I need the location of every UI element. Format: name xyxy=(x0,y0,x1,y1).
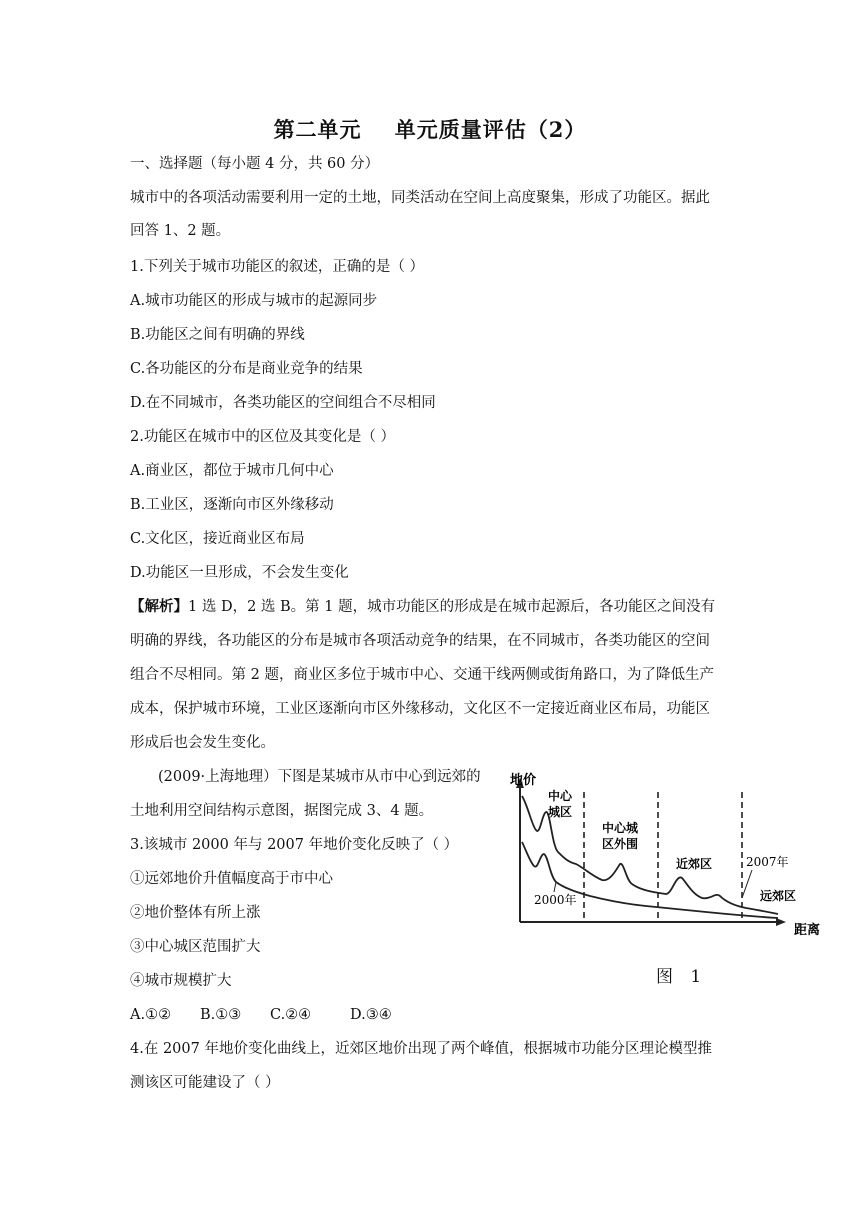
q1-stem: 1.下列关于城市功能区的叙述，正确的是（ ） xyxy=(130,259,424,275)
q4-stem-line-2: 测该区可能建设了（ ） xyxy=(130,1075,280,1091)
analysis-line-4: 成本，保护城市环境，工业区逐渐向市区外缘移动，文化区不一定接近商业区布局，功能区 xyxy=(130,701,710,717)
q3-item-3: ③中心城区范围扩大 xyxy=(130,939,261,955)
q2-option-d: D.功能区一旦形成，不会发生变化 xyxy=(130,565,349,581)
intro2-line-1: (2009·上海地理）下图是某城市从市中心到远郊的 xyxy=(158,769,481,785)
q3-item-1: ①远郊地价升值幅度高于市中心 xyxy=(130,871,333,887)
section-heading: 一、选择题（每小题 4 分，共 60 分） xyxy=(130,156,380,172)
land-price-figure xyxy=(506,766,834,998)
figure-caption: 图 1 xyxy=(656,967,708,987)
analysis-label: 【解析】 xyxy=(130,598,188,615)
series-2007-label: 2007年 xyxy=(746,855,789,869)
zone-1-label-a: 中心 xyxy=(548,789,573,803)
q3-option-a: A.①② xyxy=(130,1007,172,1023)
x-axis-label: 距离 xyxy=(794,923,821,938)
q3-option-d: D.③④ xyxy=(350,1007,392,1023)
leader-2007 xyxy=(742,870,752,898)
intro-line-1: 城市中的各项活动需要利用一定的土地，同类活动在空间上高度聚集，形成了功能区。据此 xyxy=(130,190,710,206)
analysis-line-1 xyxy=(130,597,715,617)
q2-option-b: B.工业区，逐渐向市区外缘移动 xyxy=(130,497,334,513)
leader-2000 xyxy=(554,882,556,892)
series-2000-label: 2000年 xyxy=(534,893,577,907)
analysis-line-2: 明确的界线，各功能区的分布是城市各项活动竞争的结果，在不同城市，各类功能区的空间 xyxy=(130,633,710,649)
q3-stem: 3.该城市 2000 年与 2007 年地价变化反映了（ ） xyxy=(130,837,459,853)
page-title: 第二单元 单元质量评估（2） xyxy=(273,117,587,142)
q1-option-a: A.城市功能区的形成与城市的起源同步 xyxy=(130,293,378,309)
intro-line-2: 回答 1、2 题。 xyxy=(130,223,231,239)
y-axis-label: 地价 xyxy=(510,773,537,788)
zone-2-label-a: 中心城 xyxy=(602,821,639,835)
analysis-line-5: 形成后也会发生变化。 xyxy=(130,735,275,751)
q3-item-2: ②地价整体有所上涨 xyxy=(130,905,261,921)
q3-option-b: B.①③ xyxy=(200,1007,242,1023)
q1-option-d: D.在不同城市，各类功能区的空间组合不尽相同 xyxy=(130,395,436,411)
q1-option-b: B.功能区之间有明确的界线 xyxy=(130,327,305,343)
x-axis-arrow xyxy=(776,918,786,926)
zone-3-label: 近郊区 xyxy=(676,857,713,871)
zone-4-label: 远郊区 xyxy=(760,889,797,903)
q2-stem: 2.功能区在城市中的区位及其变化是（ ） xyxy=(130,429,395,445)
q3-item-4: ④城市规模扩大 xyxy=(130,973,232,989)
analysis-line-3: 组合不尽相同。第 2 题，商业区多位于城市中心、交通干线两侧或街角路口，为了降低生产 xyxy=(130,667,714,683)
q1-option-c: C.各功能区的分布是商业竞争的结果 xyxy=(130,361,363,377)
q3-options xyxy=(130,1005,392,1025)
q2-option-a: A.商业区，都位于城市几何中心 xyxy=(130,463,334,479)
q4-stem-line-1: 4.在 2007 年地价变化曲线上，近郊区地价出现了两个峰值，根据城市功能分区理论模型推 xyxy=(130,1041,712,1057)
q3-option-c: C.②④ xyxy=(270,1007,312,1023)
analysis-text-1: 1 选 D，2 选 B。第 1 题，城市功能区的形成是在城市起源后，各功能区之间没有 xyxy=(188,599,716,615)
q2-option-c: C.文化区，接近商业区布局 xyxy=(130,531,305,547)
zone-1-label-b: 城区 xyxy=(548,805,573,819)
zone-2-label-b: 区外围 xyxy=(602,837,639,851)
intro2-line-2: 土地利用空间结构示意图，据图完成 3、4 题。 xyxy=(130,803,434,819)
